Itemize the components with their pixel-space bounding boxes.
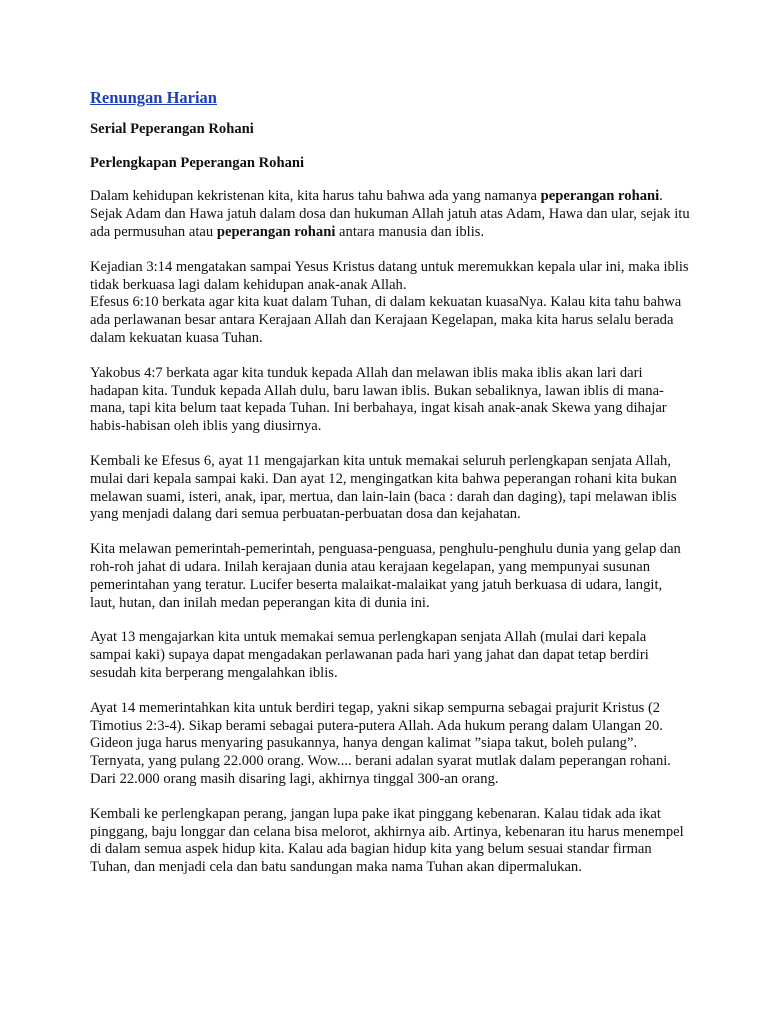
p2-line-1: Kejadian 3:14 mengatakan sampai Yesus Kristus datang untuk meremukkan kepala ular ini, maka iblis tidak berkuasa lagi dalam kehidupan anak-anak Allah. <box>90 258 689 293</box>
p1-text-c: . Sejak Adam dan Hawa jatuh dalam dosa dan hukuman Allah jatuh atas Adam, Hawa dan ular, sejak itu ada permusuhan atau <box>90 188 690 240</box>
paragraph-5: Kita melawan pemerintah-pemerintah, penguasa-penguasa, penghulu-penghulu dunia yang gelap dan roh-roh jahat di udara. Inilah kerajaan dunia atau kerajaan kegelapan, yang mempunyai susunan pemerintahan yang teratur. Lucifer beserta malaikat-malaikat yang jatuh berkuasa di udara, langit, laut, hutan, dan inilah medan peperangan kita di dunia ini. <box>90 541 681 611</box>
p1-text-a: Dalam kehidupan kekristenan kita, kita harus tahu bahwa ada yang namanya <box>90 188 541 205</box>
paragraph-8: Kembali ke perlengkapan perang, jangan lupa pake ikat pinggang kebenaran. Kalau tidak ada ikat pinggang, baju longgar dan celana bisa melorot, akhirnya aib. Artinya, kebenaran itu harus menempel di dalam semua aspek hidup kita. Kalau ada bagian hidup kita yang belum sesuai standar firman Tuhan, dan menjadi cela dan batu sandungan maka nama Tuhan akan dipermalukan. <box>90 805 684 876</box>
p2-line-2: Efesus 6:10 berkata agar kita kuat dalam Tuhan, di dalam kekuatan kuasaNya. Kalau kita tahu bahwa ada perlawanan besar antara Kerajaan Allah dan Kerajaan Kegelapan, maka kita harus selalu berada dalam kekuatan kuasa Tuhan. <box>90 294 682 346</box>
document-page <box>90 89 690 894</box>
p1-bold-b: peperangan rohani <box>540 188 660 205</box>
paragraph-3: Yakobus 4:7 berkata agar kita tunduk kepada Allah dan melawan iblis maka iblis akan lari dari hadapan kita. Tunduk kepada Allah dulu, baru lawan iblis. Bukan sebaliknya, lawan iblis di mana-mana, tapi kita belum taat kepada Tuhan. Ini berbahaya, ingat kisah anak-anak Skewa yang dihajar habis-habisan oleh iblis yang diusirnya. <box>90 364 667 435</box>
paragraph-4: Kembali ke Efesus 6, ayat 11 mengajarkan kita untuk memakai seluruh perlengkapan senjata Allah, mulai dari kepala sampai kaki. Dan ayat 12, mengingatkan kita bahwa peperangan rohani kita bukan melawan suami, isteri, anak, ipar, mertua, dan lain-lain (baca : darah dan daging), tapi melawan iblis yang menjadi dalang dari semua perbuatan-perbuatan dosa dan kejahatan. <box>90 452 677 523</box>
paragraph-2 <box>90 259 690 348</box>
page-title-link[interactable]: Renungan Harian <box>90 88 217 107</box>
paragraph-1 <box>90 188 690 241</box>
p1-bold-d: peperangan rohani <box>216 223 336 240</box>
series-title: Serial Peperangan Rohani <box>90 120 254 137</box>
section-heading: Perlengkapan Peperangan Rohani <box>90 154 305 171</box>
p1-text-e: antara manusia dan iblis. <box>335 223 485 240</box>
paragraph-6: Ayat 13 mengajarkan kita untuk memakai semua perlengkapan senjata Allah (mulai dari kepala sampai kaki) supaya dapat mengadakan perlawanan pada hari yang jahat dan dapat tetap berdiri sesudah kita berperang mengalahkan iblis. <box>90 629 649 681</box>
paragraph-7: Ayat 14 memerintahkan kita untuk berdiri tegap, yakni sikap sempurna sebagai prajurit Kristus (2 Timotius 2:3-4). Sikap berami sebagai putera-putera Allah. Ada hukum perang dalam Ulangan 20. Gideon juga harus menyaring pasukannya, hanya dengan kalimat ”siapa takut, boleh pulang”. Ternyata, yang pulang 22.000 orang. Wow.... berani adalan syarat mutlak dalam peperangan rohani. Dari 22.000 orang masih disaring lagi, akhirnya tinggal 300-an orang. <box>90 699 671 787</box>
